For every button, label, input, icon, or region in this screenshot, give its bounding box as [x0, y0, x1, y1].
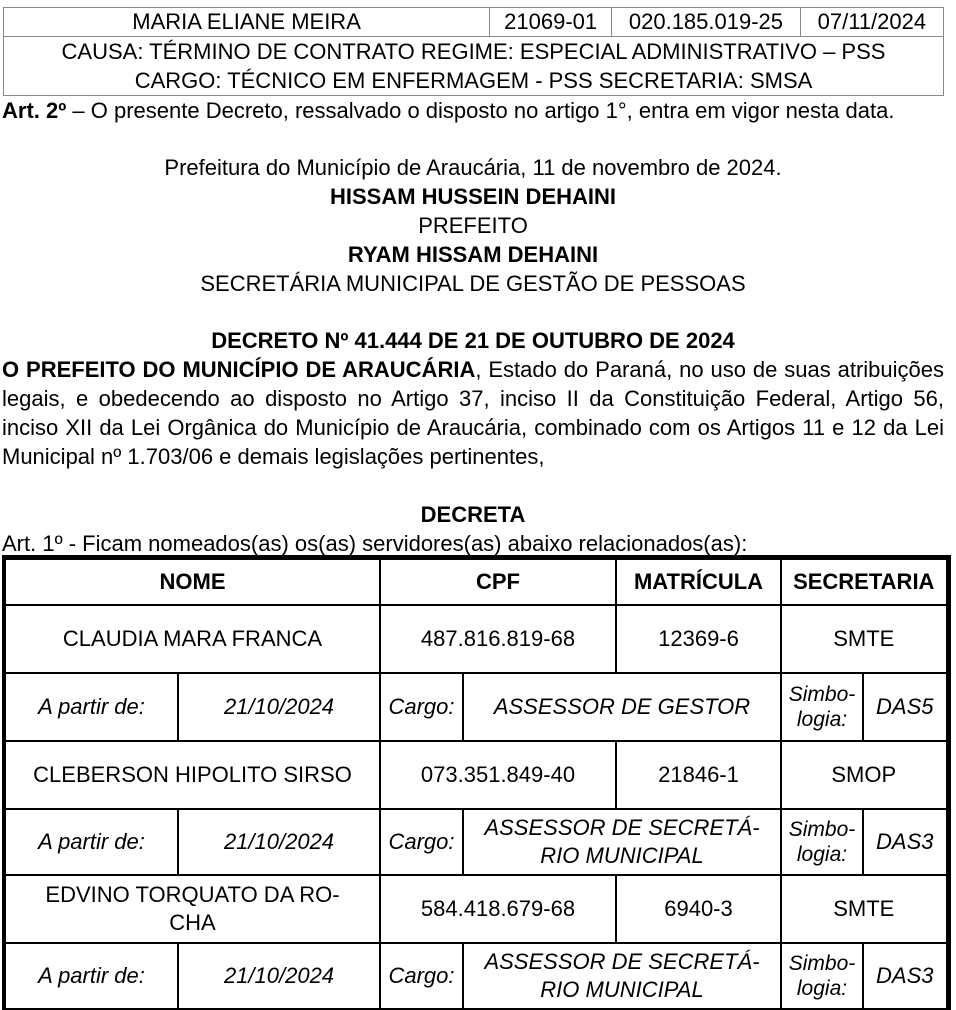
cargo-value-line1: ASSESSOR DE SECRETÁ- — [484, 815, 760, 840]
from-label: A partir de: — [4, 673, 178, 741]
header-cpf: CPF — [380, 558, 616, 606]
row-cpf: 073.351.849-40 — [380, 741, 616, 809]
simbologia-label-line2: logia: — [796, 843, 848, 866]
mayor-name-text: HISSAM HUSSEIN DEHAINI — [329, 184, 617, 209]
previous-decree-table — [3, 7, 944, 96]
previous-cause-cell — [4, 37, 944, 96]
art2-text: – O presente Decreto, ressalvado o disposto no artigo 1°, entra em vigor nesta data. — [66, 98, 895, 123]
simbologia-label-line2: logia: — [796, 708, 848, 731]
cargo-value — [463, 943, 781, 1009]
secretary-name — [2, 240, 944, 269]
row-nome-line1: EDVINO TORQUATO DA RO- — [45, 882, 340, 907]
previous-name: MARIA ELIANE MEIRA — [4, 8, 490, 37]
row-nome: CLEBERSON HIPOLITO SIRSO — [4, 741, 380, 809]
simbologia-value: DAS3 — [863, 809, 948, 875]
previous-decree-row — [4, 8, 944, 37]
cargo-value-line2: RIO MUNICIPAL — [540, 843, 704, 868]
from-date: 21/10/2024 — [178, 673, 380, 741]
mayor-name — [2, 182, 944, 211]
art2-label: Art. 2º — [2, 98, 67, 123]
cargo-value-line1: ASSESSOR DE SECRETÁ- — [484, 949, 760, 974]
secretary-name-text: RYAM HISSAM DEHAINI — [347, 242, 599, 267]
row-secretaria: SMOP — [781, 741, 948, 809]
decree-intro-text: , Estado do Paraná, no uso de suas atribuições legais, e obedecendo ao disposto no Artigo 37, inciso II da Constituição Federal, Artigo 56, inciso XII da Lei Orgânica do Município de Araucária, combinado com os Artigos 11 e 12 da Lei Municipal nº 1.703/06 e demais legislações pertinentes, — [2, 357, 945, 469]
cargo-label: Cargo: — [380, 943, 463, 1009]
row-matricula: 6940-3 — [616, 875, 781, 943]
from-label: A partir de: — [4, 943, 178, 1009]
previous-cpf: 020.185.019-25 — [612, 8, 801, 37]
previous-cause-row — [4, 37, 944, 96]
decreta — [2, 500, 944, 529]
place-date: Prefeitura do Município de Araucária, 11 de novembro de 2024. — [164, 155, 782, 180]
simbologia-label-line1: Simbo- — [788, 683, 856, 706]
art2-paragraph — [2, 96, 944, 125]
from-date: 21/10/2024 — [178, 809, 380, 875]
simbologia-label — [781, 943, 863, 1009]
simbologia-label-line1: Simbo- — [788, 952, 856, 975]
row-cpf: 487.816.819-68 — [380, 605, 616, 673]
from-label: A partir de: — [4, 809, 178, 875]
header-matricula: MATRÍCULA — [616, 558, 781, 606]
decreta-text: DECRETA — [420, 502, 526, 527]
cause-line: CAUSA: TÉRMINO DE CONTRATO REGIME: ESPECIAL ADMINISTRATIVO – PSS — [61, 39, 886, 64]
row-secretaria: SMTE — [781, 875, 948, 943]
cargo-label: Cargo: — [380, 673, 463, 741]
header-nome: NOME — [4, 558, 380, 606]
row-nome — [4, 875, 380, 943]
from-date: 21/10/2024 — [178, 943, 380, 1009]
decree-title-text: DECRETO Nº 41.444 DE 21 DE OUTUBRO DE 2024 — [211, 328, 735, 353]
table-detail-row — [4, 673, 948, 741]
cargo-value — [463, 673, 781, 741]
row-matricula: 21846-1 — [616, 741, 781, 809]
previous-code: 21069-01 — [490, 8, 612, 37]
row-nome-line2: CHA — [169, 910, 216, 935]
appointments-table — [2, 555, 951, 1010]
row-cpf: 584.418.679-68 — [380, 875, 616, 943]
mayor-title: PREFEITO — [418, 213, 528, 238]
table-detail-row — [4, 943, 948, 1009]
simbologia-label — [781, 809, 863, 875]
row-nome: CLAUDIA MARA FRANCA — [4, 605, 380, 673]
simbologia-value: DAS3 — [863, 943, 948, 1009]
cargo-value-line1: ASSESSOR DE GESTOR — [493, 694, 751, 719]
row-matricula: 12369-6 — [616, 605, 781, 673]
decree-title — [2, 326, 944, 355]
table-row — [4, 875, 948, 943]
simbologia-label-line1: Simbo- — [788, 818, 856, 841]
decree-intro — [2, 355, 944, 471]
table-header-row — [4, 558, 948, 606]
art1: Art. 1º - Ficam nomeados(as) os(as) servidores(as) abaixo relacionados(as): — [2, 531, 748, 556]
cargo-value-line2: RIO MUNICIPAL — [540, 977, 704, 1002]
cargo-value — [463, 809, 781, 875]
row-secretaria: SMTE — [781, 605, 948, 673]
simbologia-label-line2: logia: — [796, 977, 848, 1000]
cargo-label: Cargo: — [380, 809, 463, 875]
previous-date: 07/11/2024 — [800, 8, 943, 37]
simbologia-value: DAS5 — [863, 673, 948, 741]
secretary-title: SECRETÁRIA MUNICIPAL DE GESTÃO DE PESSOAS — [200, 271, 746, 296]
table-detail-row — [4, 809, 948, 875]
table-row — [4, 741, 948, 809]
cargo-line: CARGO: TÉCNICO EM ENFERMAGEM - PSS SECRETARIA: SMSA — [134, 68, 813, 93]
header-secretaria: SECRETARIA — [781, 558, 948, 606]
table-row — [4, 605, 948, 673]
decree-intro-bold: O PREFEITO DO MUNICÍPIO DE ARAUCÁRIA — [2, 357, 476, 382]
simbologia-label — [781, 673, 863, 741]
